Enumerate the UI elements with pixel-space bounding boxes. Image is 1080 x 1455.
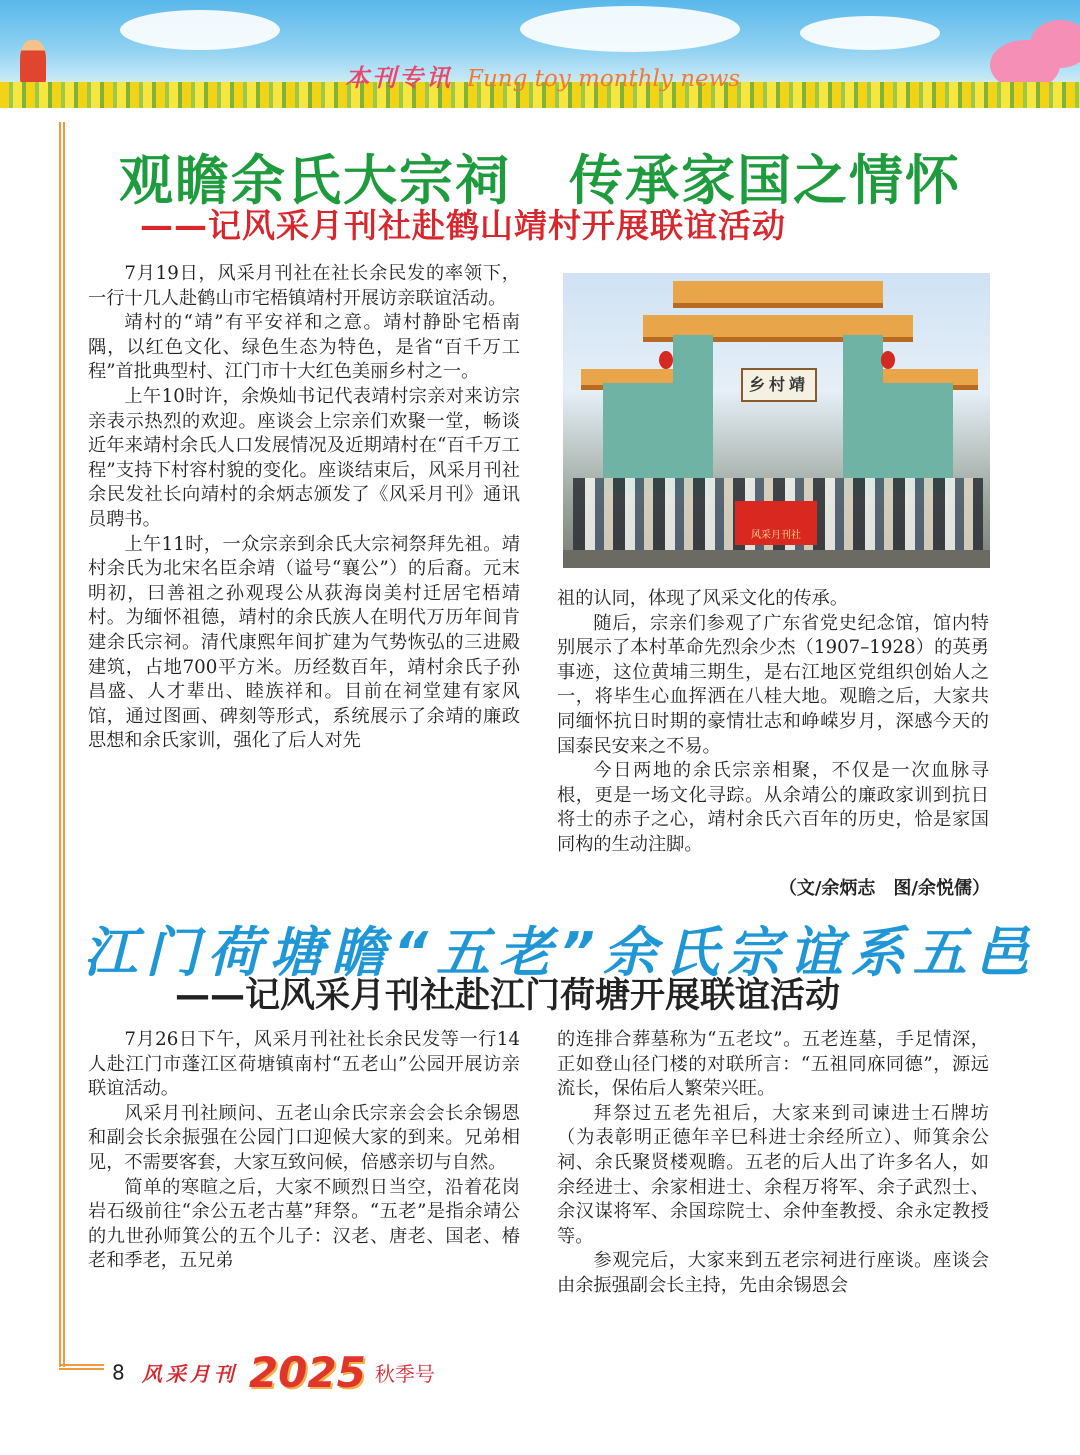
header-banner: [0, 0, 1080, 108]
paragraph: 7月19日，风采月刊社在社长余民发的率领下，一行十几人赴鹤山市宅梧镇靖村开展访亲联谊活动。: [88, 263, 520, 309]
page-footer: [112, 1348, 435, 1397]
lantern-icon: [659, 351, 673, 369]
article2-column-left: [88, 1028, 520, 1274]
article1-title-part2: 传承家国之情怀: [569, 149, 961, 212]
article1-title-part1: 观瞻余氏大宗祠: [119, 149, 511, 212]
paragraph: 的连排合葬墓称为“五老坟”。五老连墓，手足情深，正如登山径门楼的对联所言：“五祖同庥同德”，源远流长，保佑后人繁荣兴旺。: [557, 1029, 989, 1100]
frame-line-vertical: [59, 122, 65, 1367]
cloud-decoration: [800, 16, 940, 50]
cloud-decoration: [120, 10, 280, 50]
paragraph: 上午11时，一众宗亲到余氏大宗祠祭拜先祖。靖村余氏为北宋名臣余靖（谥号“襄公”）的后裔。元末明初，曰善祖之孙观琝公从荻海岗美村迁居宅梧靖村。为缅怀祖德，靖村的余氏族人在明代万历年间肯建余氏宗祠。清代康熙年间扩建为气势恢弘的三进殿建筑，占地700平方米。历经数百年，靖村余氏子孙昌盛、人才辈出、睦族祥和。目前在祠堂建有家风馆，通过图画、碑刻等形式，系统展示了余靖的廉政思想和余氏家训，强化了后人对先: [88, 533, 520, 752]
gate-pillar: [673, 335, 713, 495]
paragraph: 拜祭过五老先祖后，大家来到司谏进士石牌坊（为表彰明正德年辛巳科进士余经所立）、师箕余公祠、余氏聚贤楼观瞻。五老的后人出了许多名人，如余经进士、余家相进士、余程万将军、余子武烈士、余汉谋将军、余国琮院士、余仲奎教授、余永定教授等。: [557, 1102, 989, 1247]
article2-column-right: [557, 1028, 989, 1299]
issue-year: 2025: [248, 1348, 366, 1397]
girl-illustration: [20, 40, 46, 88]
paragraph: 上午10时许，余焕灿书记代表靖村宗亲对来访宗亲表示热烈的欢迎。座谈会上宗亲们欢聚一堂，畅谈近年来靖村余氏人口发展情况及近期靖村在“百千万工程”支持下村容村貌的变化。座谈结束后，风采月刊社余民发社长向靖村的余炳志颁发了《风采月刊》通讯员聘书。: [88, 385, 520, 530]
cloud-decoration: [520, 6, 740, 52]
page-number: 8: [112, 1360, 125, 1385]
ground: [563, 550, 990, 568]
column-name-en: Fung toy monthly news: [467, 66, 741, 92]
paragraph: 靖村的“靖”有平安祥和之意。靖村静卧宅梧南隅，以红色文化、绿色生态为特色，是省“百千万工程”首批典型村、江门市十大红色美丽乡村之一。: [88, 312, 520, 383]
flag-text: 风采月刊社: [751, 530, 801, 541]
paragraph: 7月26日下午，风采月刊社社长余民发等一行14人赴江门市蓬江区荷塘镇南村“五老山”公园开展访亲联谊活动。: [88, 1029, 520, 1100]
gate-pillar: [603, 383, 673, 493]
magazine-name: 风采月刊: [141, 1362, 238, 1386]
frame-line-horizontal: [59, 1364, 104, 1370]
gate-pillar: [883, 383, 953, 493]
paragraph: 参观完后，大家来到五老宗祠进行座谈。座谈会由余振强副会长主持，先由余锡恩会: [557, 1250, 989, 1296]
column-name: 本刊专讯: [345, 63, 453, 92]
paragraph: 简单的寒暄之后，大家不顾烈日当空，沿着花岗岩石级前往“余公五老古墓”拜祭。“五老”是指余靖公的九世孙师箕公的五个儿子：汉老、唐老、国老、椿老和季老，五兄弟: [88, 1176, 520, 1272]
paragraph: 随后，宗亲们参观了广东省党史纪念馆，馆内特别展示了本村革命先烈余少杰（1907–1928）的英勇事迹，这位黄埔三期生，是右江地区党组织创始人之一，将毕生心血挥洒在八桂大地。观瞻之后，大家共同缅怀抗日时期的豪情壮志和峥嵘岁月，深感今天的国泰民安来之不易。: [557, 612, 989, 757]
article2-title: 江门荷塘瞻“五老”余氏宗谊系五邑: [83, 921, 1037, 984]
article1-column-right: [557, 587, 989, 858]
gate-roof: [673, 281, 883, 308]
article1-photo: [563, 273, 990, 568]
paragraph: 今日两地的余氏宗亲相聚，不仅是一次血脉寻根，更是一场文化寻踪。从余靖公的廉政家训到抗日将士的赤子之心，靖村余氏六百年的历史，恰是家国同构的生动注脚。: [557, 760, 989, 855]
paragraph: 祖的认同，体现了风采文化的传承。: [557, 588, 849, 609]
issue-season: 秋季号: [374, 1362, 435, 1386]
lantern-icon: [881, 351, 895, 369]
article1-credit: （文/余炳志 图/余悦儒）: [778, 878, 990, 899]
column-header: [345, 58, 740, 93]
paragraph: 风采月刊社顾问、五老山余氏宗亲会会长余锡恩和副会长余振强在公园门口迎候大家的到来。兄弟相见，不需要客套，大家互致问候，倍感亲切与自然。: [88, 1102, 520, 1173]
red-flag: [735, 501, 817, 545]
gate-pillar: [843, 335, 883, 495]
gate-sign: 乡村靖: [741, 368, 817, 402]
article1-column-left: [88, 262, 520, 754]
article2-subtitle: ——记风采月刊社赴江门荷塘开展联谊活动: [175, 976, 841, 1016]
article1-subtitle: ——记风采月刊社赴鹤山靖村开展联谊活动: [140, 206, 786, 245]
